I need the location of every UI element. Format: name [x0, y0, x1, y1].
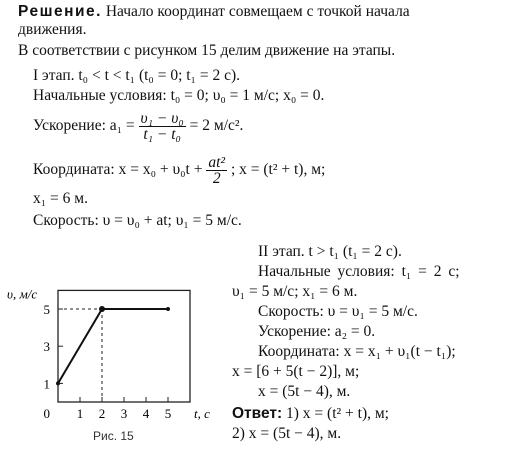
stage2-coord-a: Координата: x = x₁ + υ₁(t − t₁);	[258, 343, 456, 360]
y-tick-label: 5	[43, 302, 50, 317]
velocity-time-graph	[5, 250, 230, 430]
origin-label: 0	[43, 406, 50, 421]
intro-line-1	[18, 3, 410, 21]
velocity-line	[58, 309, 168, 383]
stage2-title: II этап. t > t₁ (t₁ = 2 c).	[258, 243, 402, 260]
x-tick-label: 3	[120, 406, 128, 421]
intro-text-1: Начало координат совмещаем с точкой начала	[105, 3, 410, 20]
intro-line-3: В соответствии с рисунком 15 делим движение на этапы.	[18, 42, 396, 59]
stage1-x1: x₁ = 6 м.	[33, 190, 88, 207]
stage1-coord	[33, 154, 325, 186]
answer-label: Ответ:	[232, 405, 283, 422]
coord-label: Координата: x = x₀ + υ₀t +	[33, 161, 203, 178]
answer-1: 1) x = (t² + t), м;	[286, 405, 389, 422]
y-axis-label: υ, м/с	[7, 286, 38, 302]
stage2-coord-b: x = [6 + 5(t − 2)], м;	[232, 363, 360, 380]
data-point	[166, 307, 170, 311]
accel-fraction	[139, 111, 186, 142]
stage1-accel	[33, 110, 243, 142]
plot-frame	[58, 290, 190, 402]
stage2-speed: Скорость: υ = υ₁ = 5 м/с.	[258, 303, 418, 320]
x-axis-label: t, c	[194, 406, 210, 421]
solution-heading: Решение.	[18, 3, 102, 20]
figure-caption: Рис. 15	[93, 429, 134, 443]
highlight-point	[99, 306, 105, 312]
accel-result: = 2 м/с².	[189, 117, 244, 134]
accel-denominator: t₁ − t₀	[143, 125, 181, 143]
data-point	[56, 381, 60, 385]
stage2-accel: Ускорение: a₂ = 0.	[258, 323, 376, 340]
coord-numerator: at²	[208, 153, 226, 171]
x-tick-label: 4	[142, 406, 150, 421]
coord-rest: ; x = (t² + t), м;	[230, 161, 326, 178]
accel-numerator: υ₁ − υ₀	[140, 109, 184, 127]
y-tick-label: 3	[43, 339, 50, 355]
accel-label: Ускорение: a₁ =	[33, 117, 135, 134]
stage2-initial-b: υ₁ = 5 м/с; x₁ = 6 м.	[232, 283, 358, 300]
coord-fraction	[206, 155, 227, 186]
stage2-coord-c: x = (5t − 4), м.	[258, 383, 351, 400]
stage1-speed: Скорость: υ = υ₀ + at; υ₁ = 5 м/с.	[33, 212, 242, 229]
x-tick-label: 5	[164, 406, 172, 421]
answer-line-2: 2) x = (5t − 4), м.	[232, 425, 342, 442]
stage1-initial: Начальные условия: t₀ = 0; υ₀ = 1 м/с; x₀ = 0.	[33, 87, 325, 104]
intro-line-2: движения.	[18, 21, 87, 38]
stage2-initial-a: Начальные условия: t₁ = 2 c;	[258, 263, 460, 280]
coord-denominator: 2	[212, 169, 221, 187]
x-tick-label: 2	[98, 406, 106, 421]
y-tick-label: 1	[43, 376, 50, 392]
stage1-title: I этап. t₀ < t < t₁ (t₀ = 0; t₁ = 2 c).	[33, 67, 240, 84]
x-tick-label: 1	[76, 406, 84, 421]
answer-line-1	[232, 405, 389, 423]
